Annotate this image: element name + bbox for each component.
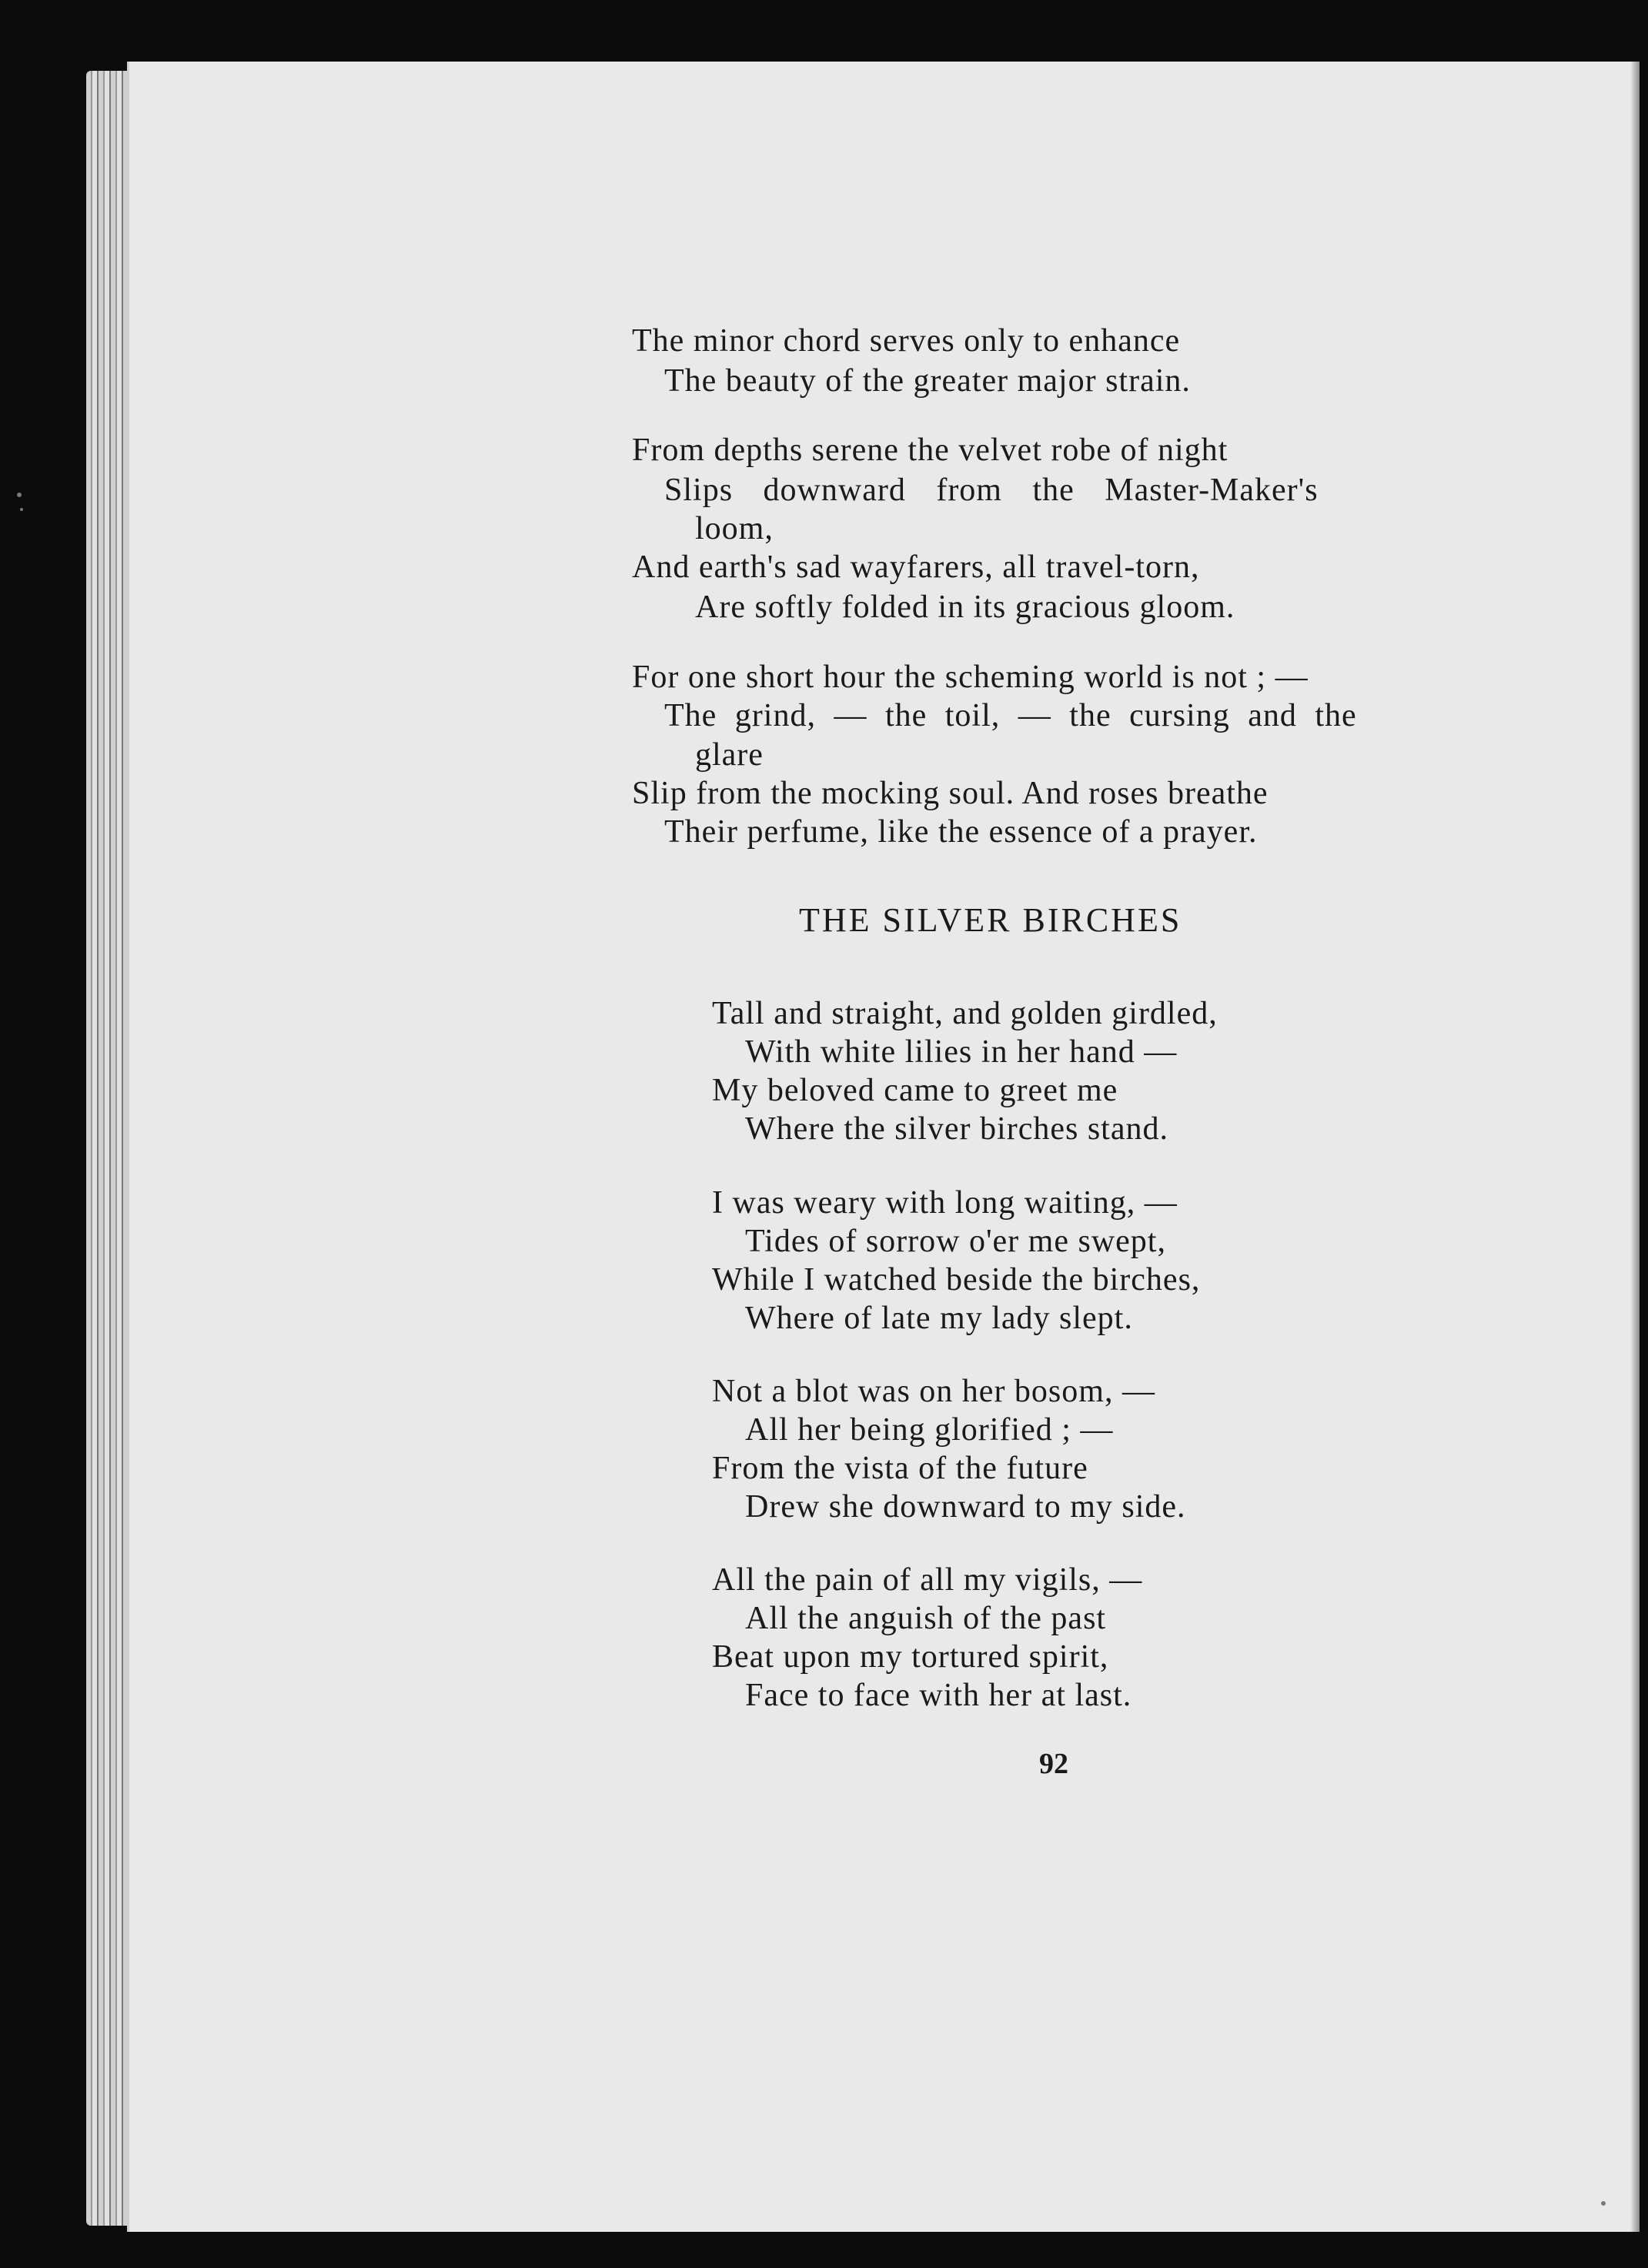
verse-line: The grind, — the toil, — the cursing and the: [664, 698, 1357, 733]
verse-line: With white lilies in her hand —: [745, 1034, 1178, 1070]
verse-line: From depths serene the velvet robe of night: [632, 433, 1228, 468]
verse-line: My beloved came to greet me: [712, 1073, 1118, 1108]
verse-line: Drew she downward to my side.: [745, 1489, 1186, 1525]
page-text: [129, 62, 1640, 2232]
verse-line: The minor chord serves only to enhance: [632, 323, 1181, 359]
scan-speck: [20, 508, 23, 511]
verse-line: Where the silver birches stand.: [745, 1111, 1168, 1147]
poem-title: THE SILVER BIRCHES: [799, 901, 1182, 939]
verse-line: Their perfume, like the essence of a prayer.: [664, 814, 1258, 850]
verse-line: Not a blot was on her bosom, —: [712, 1374, 1155, 1409]
verse-line: All her being glorified ; —: [745, 1412, 1114, 1448]
verse-line: Slip from the mocking soul. And roses breathe: [632, 776, 1269, 811]
verse-line: Face to face with her at last.: [745, 1678, 1132, 1713]
verse-line: Slips downward from the Master-Maker's: [664, 473, 1319, 508]
verse-line: For one short hour the scheming world is not ; —: [632, 660, 1309, 695]
verse-line: And earth's sad wayfarers, all travel-torn,: [632, 549, 1200, 585]
scan-speck: [17, 493, 22, 497]
verse-line: From the vista of the future: [712, 1451, 1088, 1486]
verse-line: Tides of sorrow o'er me swept,: [745, 1224, 1166, 1259]
verse-line: loom,: [695, 511, 774, 546]
page-number: 92: [1039, 1748, 1068, 1780]
verse-line: Are softly folded in its gracious gloom.: [695, 590, 1235, 625]
scan-speck: [1601, 2201, 1606, 2206]
verse-line: All the anguish of the past: [745, 1601, 1107, 1636]
verse-line: Tall and straight, and golden girdled,: [712, 996, 1218, 1031]
verse-line: glare: [695, 737, 764, 773]
verse-line: I was weary with long waiting, —: [712, 1185, 1178, 1221]
verse-line: While I watched beside the birches,: [712, 1262, 1201, 1298]
verse-line: Beat upon my tortured spirit,: [712, 1639, 1109, 1675]
book-page: [127, 62, 1640, 2232]
verse-line: The beauty of the greater major strain.: [664, 363, 1191, 399]
verse-line: All the pain of all my vigils, —: [712, 1562, 1143, 1598]
verse-line: Where of late my lady slept.: [745, 1301, 1133, 1336]
